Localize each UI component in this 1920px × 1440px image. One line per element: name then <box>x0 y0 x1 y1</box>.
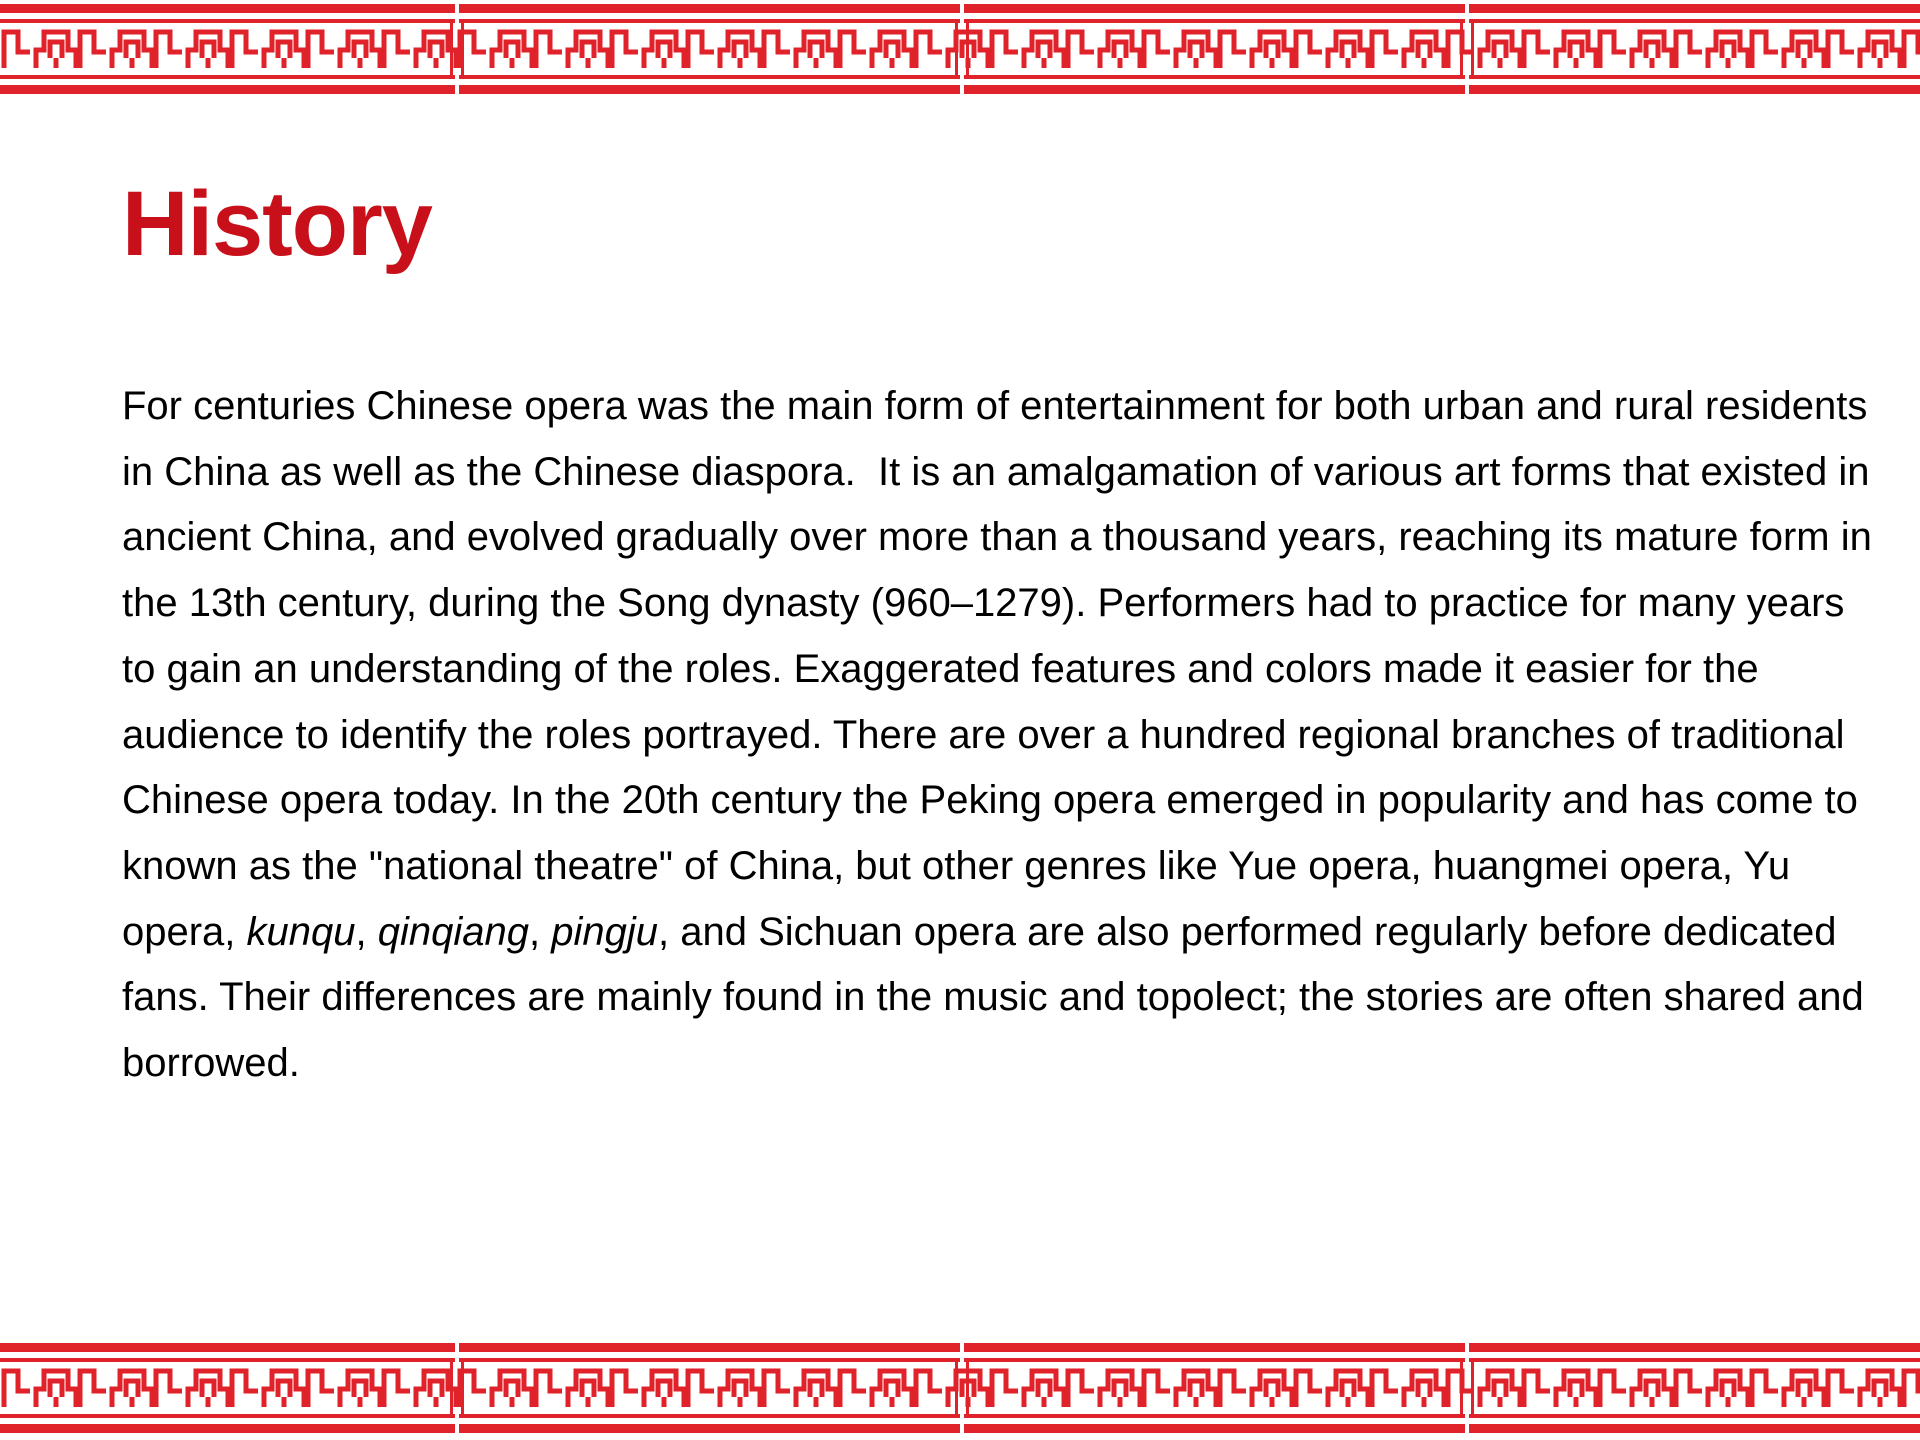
paragraph-italic-qinqiang: qinqiang <box>377 909 529 954</box>
history-paragraph <box>122 374 1882 1097</box>
chinese-fret-pattern-icon <box>0 1343 1920 1433</box>
bottom-fret-border <box>0 1343 1920 1433</box>
paragraph-text-part2: , and Sichuan opera are also performed regularly before dedicated fans. Their differences are mainly found in the music and topolect; the stories are often shared and borrowed. <box>122 909 1875 1086</box>
paragraph-italic-pingju: pingju <box>551 909 658 954</box>
chinese-fret-pattern-icon <box>0 4 1920 94</box>
paragraph-text-part1: For centuries Chinese opera was the main form of entertainment for both urban and rural residents in China as well as the Chinese diaspora. It is an amalgamation of various art forms that existed in ancient China, and evolved gradually over more than a thousand years, reaching its mature form in the 13th century, during the Song dynasty (960–1279). Performers had to practice for many years to gain an understanding of the roles. Exaggerated features and colors made it easier for the audience to identify the roles portrayed. There are over a hundred regional branches of traditional Chinese opera today. In the 20th century the Peking opera emerged in popularity and has come to known as the "national theatre" of China, but other genres like Yue opera, huangmei opera, Yu opera, <box>122 384 1883 954</box>
paragraph-italic-kunqu: kunqu <box>246 909 356 954</box>
top-fret-border <box>0 4 1920 94</box>
paragraph-separator: , <box>355 909 378 954</box>
slide-title: History <box>122 173 432 275</box>
paragraph-separator: , <box>529 909 552 954</box>
